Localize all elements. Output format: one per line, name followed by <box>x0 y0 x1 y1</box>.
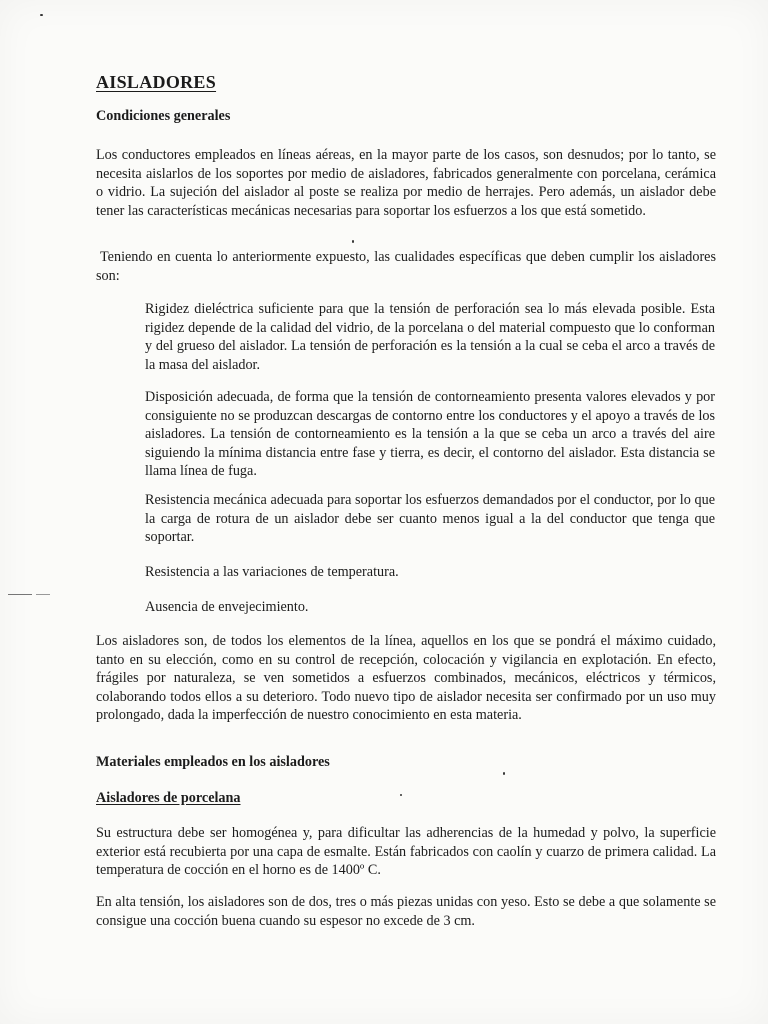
paragraph-porcelana: Su estructura debe ser homogénea y, para dificultar las adherencias de la humedad y polvo, la superficie exterior está recubierta por una capa de esmalte. Están fabricados con caolín y cuarzo de primera calidad. La temperatura de cocción en el horno es de 1400º C. <box>96 825 716 878</box>
document-title: AISLADORES <box>96 72 217 92</box>
scan-speck <box>503 772 505 775</box>
scan-mark <box>36 594 50 595</box>
scan-speck <box>352 240 354 243</box>
section-heading-condiciones: Condiciones generales <box>96 108 231 124</box>
list-item-rigidez: Rigidez dieléctrica suficiente para que la tensión de perforación sea lo más elevada posible. Esta rigidez depende de la calidad del vidrio, de la porcelana o del material compuesto que lo conforman y del grueso del aislador. La tensión de perforación es la tensión a la cual se ceba el arco a través de la masa del aislador. <box>145 301 715 373</box>
scan-speck <box>40 14 43 16</box>
paragraph-cuidado: Los aisladores son, de todos los elementos de la línea, aquellos en los que se pondrá el máximo cuidado, tanto en su elección, como en su control de recepción, colocación y vigilancia en explotación. En efecto, frágiles por naturaleza, se ven sometidos a esfuerzos combinados, mecánicos, eléctricos y térmicos, colaborando todos ellos a su deterioro. Todo nuevo tipo de aislador necesita ser confirmado por un uso muy prolongado, dada la imperfección de nuestro conocimiento en esta materia. <box>96 633 716 723</box>
list-item-disposicion: Disposición adecuada, de forma que la tensión de contorneamiento presenta valores elevados y por consiguiente no se produzcan descargas de contorno entre los conductores y el apoyo a través de los aisladores. La tensión de contorneamiento es la tensión a la que se ceba un arco a través del aire siguiendo la mínima distancia entre fase y tierra, es decir, el contorno del aislador. Esta distancia se llama línea de fuga. <box>145 389 715 479</box>
list-item-resistencia-mecanica: Resistencia mecánica adecuada para soportar los esfuerzos demandados por el conductor, por lo que la carga de rotura de un aislador debe ser cuanto menos igual a la del conductor que tenga que soportar. <box>145 492 715 545</box>
subsection-heading-porcelana: Aisladores de porcelana <box>96 790 241 806</box>
list-item-temperatura: Resistencia a las variaciones de temperatura. <box>145 564 399 580</box>
section-heading-materiales: Materiales empleados en los aisladores <box>96 754 330 770</box>
paragraph-intro: Los conductores empleados en líneas aéreas, en la mayor parte de los casos, son desnudos; por lo tanto, se necesita aislarlos de los soportes por medio de aisladores, fabricados generalmente con porcelana, cerámica o vidrio. La sujeción del aislador al poste se realiza por medio de herrajes. Pero además, un aislador debe tener las características mecánicas necesarias para soportar los esfuerzos a los que está sometido. <box>96 147 716 219</box>
list-item-envejecimiento: Ausencia de envejecimiento. <box>145 599 309 615</box>
paragraph-cualidades: Teniendo en cuenta lo anteriormente expuesto, las cualidades específicas que deben cumplir los aisladores son: <box>96 249 716 284</box>
scan-mark <box>8 594 32 595</box>
scan-speck <box>400 794 402 796</box>
paragraph-alta-tension: En alta tensión, los aisladores son de dos, tres o más piezas unidas con yeso. Esto se debe a que solamente se consigue una cocción buena cuando su espesor no excede de 3 cm. <box>96 894 716 929</box>
